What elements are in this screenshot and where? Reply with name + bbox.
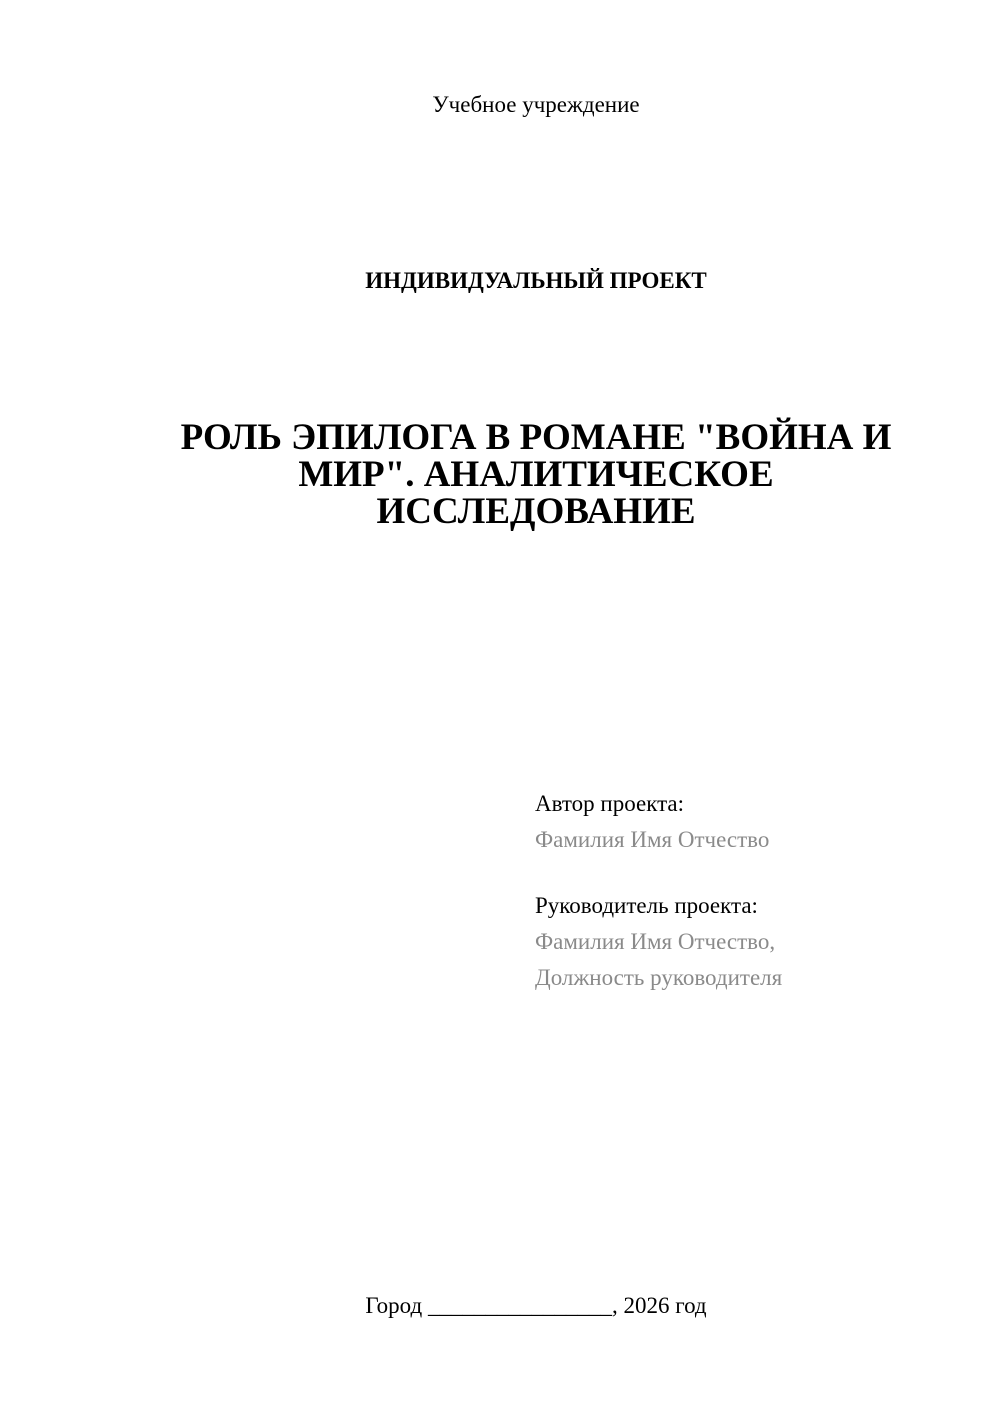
author-name: Фамилия Имя Отчество	[535, 827, 770, 852]
supervisor-block	[535, 892, 965, 1000]
author-block	[535, 790, 965, 862]
author-label: Автор проекта:	[535, 791, 684, 816]
supervisor-name: Фамилия Имя Отчество,	[535, 929, 776, 954]
year-text: , 2026 год	[611, 1293, 707, 1318]
institution-name: Учебное учреждение	[432, 92, 640, 117]
credits-block	[535, 790, 965, 1030]
project-title-line: ИССЛЕДОВАНИЕ	[376, 491, 696, 532]
project-title	[158, 419, 914, 530]
project-title-line: МИР". АНАЛИТИЧЕСКОЕ	[298, 454, 774, 495]
supervisor-position: Должность руководителя	[535, 965, 783, 990]
document-type: ИНДИВИДУАЛЬНЫЙ ПРОЕКТ	[365, 268, 707, 293]
project-title-line: РОЛЬ ЭПИЛОГА В РОМАНЕ "ВОЙНА И	[180, 417, 892, 458]
supervisor-label: Руководитель проекта:	[535, 893, 758, 918]
city-label: Город	[365, 1293, 423, 1318]
city-blank: ________________	[427, 1293, 612, 1318]
city-year-line	[0, 1292, 1000, 1320]
